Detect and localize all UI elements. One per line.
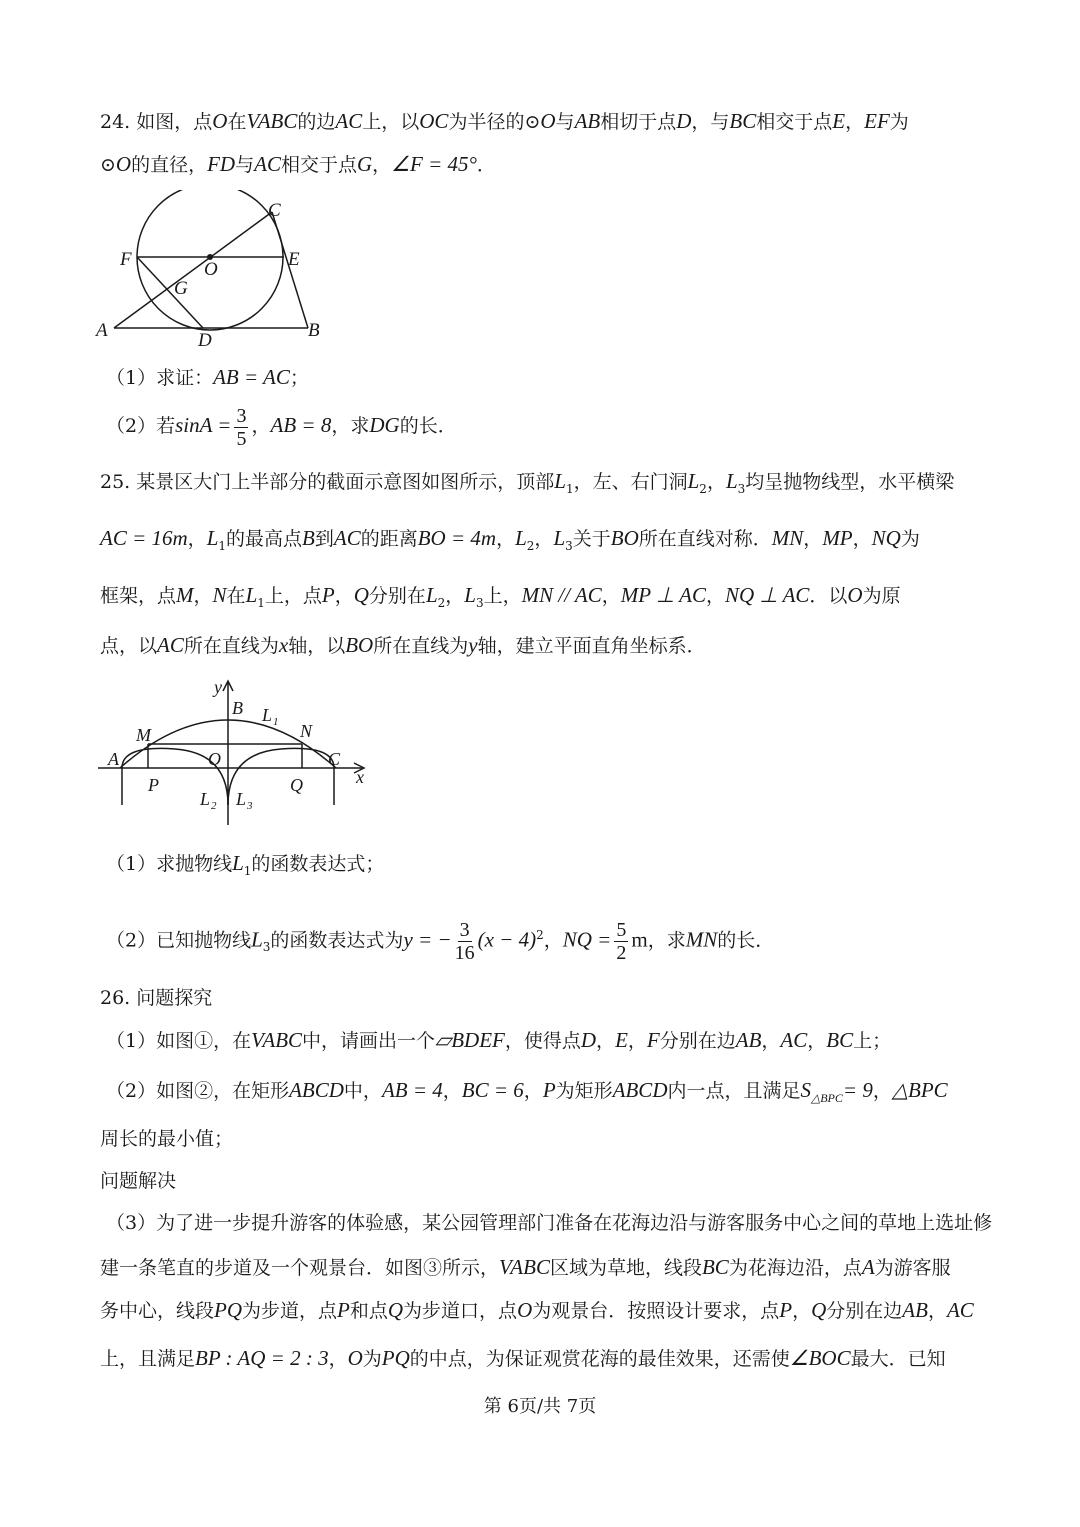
q24-label-F: F xyxy=(120,249,132,270)
q24-stem-line-1: 24. 如图，点O在VABC的边AC上，以OC为半径的⊙O与AB相切于点D，与BC相交于点E，EF为 xyxy=(100,109,909,133)
q25-label-M: M xyxy=(136,725,151,745)
q26-part-3-line-1: （3）为了进一步提升游客的体验感，某公园管理部门准备在花海边沿与游客服务中心之间的草地上选址修 xyxy=(106,1212,993,1234)
q24-label-G: G xyxy=(174,278,188,299)
q24-circle-figure xyxy=(90,190,340,350)
q26-title: 26. 问题探究 xyxy=(100,987,213,1009)
q25-label-Q: Q xyxy=(290,775,303,795)
q26-part-2-line-2: 周长的最小值； xyxy=(100,1128,234,1150)
page-footer: 第 6页/共 7页 xyxy=(483,1396,597,1417)
q24-stem-line-2: ⊙O的直径，FD与AC相交于点G，∠F = 45°． xyxy=(100,152,496,176)
q25-label-x: x xyxy=(356,767,364,787)
q25-label-L2-sub: 2 xyxy=(211,800,217,812)
q25-label-A: A xyxy=(108,749,119,769)
q24-label-E: E xyxy=(288,249,300,270)
q25-parabola-figure xyxy=(90,675,380,830)
q25-label-L1-sub: 1 xyxy=(273,716,279,728)
q25-stem-line-2: AC = 16m，$L_1$的最高点B到AC的距离BO = 4m，$L_2$，$L_3$关于BO所在直线对称．MN，MP，NQ为 xyxy=(100,526,920,553)
q26-solve-title: 问题解决 xyxy=(100,1170,177,1192)
q25-label-L3-sub: 3 xyxy=(247,800,253,812)
q24-part-2: （2）若sinA = $\frac{3}{5}$ ，AB = 8，求DG的长． xyxy=(106,404,457,450)
q25-part-1: （1）求抛物线$L_1$的函数表达式； xyxy=(106,851,385,878)
q24-label-A: A xyxy=(96,320,108,341)
q25-stem-line-1: 25. 某景区大门上半部分的截面示意图如图所示，顶部$L_1$，左、右门洞$L_2$，$L_3$均呈抛物线型，水平横梁 xyxy=(100,469,955,496)
q25-label-L3: L xyxy=(236,789,247,809)
q24-label-O: O xyxy=(204,259,218,280)
q24-label-C: C xyxy=(268,200,281,221)
q26-part-2: （2）如图②，在矩形ABCD中，AB = 4，BC = 6，P为矩形ABCD内一点，且满足$S_{\triangle BPC}= 9$，△BPC xyxy=(106,1078,948,1105)
q25-stem-line-4: 点，以AC所在直线为x轴，以BO所在直线为y轴，建立平面直角坐标系． xyxy=(100,633,706,657)
q25-label-L2: L xyxy=(200,789,211,809)
q25-label-O: O xyxy=(208,749,221,769)
q25-stem-line-3: 框架，点M，N在$L_1$上，点P，Q分别在$L_2$，$L_3$上，MN // AC，MP ⊥ AC，NQ ⊥ AC．以O为原 xyxy=(100,583,901,610)
q25-label-L1: L xyxy=(262,705,273,725)
q25-label-N: N xyxy=(300,721,313,741)
q24-label-D: D xyxy=(198,330,212,350)
q25-part-2: （2）已知抛物线$L_3$的函数表达式为y = − $\frac{3}{16}$ $(x - 4)^2$，NQ = $\frac{5}{2}$ m，求MN的长． xyxy=(106,918,775,964)
q25-label-C: C xyxy=(328,749,341,769)
q26-part-3-line-2: 建一条笔直的步道及一个观景台．如图③所示，VABC区域为草地，线段BC为花海边沿，点A为游客服 xyxy=(100,1255,951,1279)
q25-label-y: y xyxy=(214,677,222,697)
q26-part-3-line-3: 务中心，线段PQ为步道，点P和点Q为步道口，点O为观景台．按照设计要求，点P，Q分别在边AB，AC xyxy=(100,1298,974,1322)
q25-label-P: P xyxy=(148,775,159,795)
q24-part-1: （1）求证：AB = AC； xyxy=(106,365,309,389)
q24-label-B: B xyxy=(308,320,320,341)
q26-part-1: （1）如图①，在VABC中，请画出一个▱BDEF，使得点D，E，F分别在边AB，AC，BC上； xyxy=(106,1028,892,1052)
q25-label-B: B xyxy=(232,698,243,718)
q26-part-3-line-4: 上，且满足BP : AQ = 2 : 3，O为PQ的中点，为保证观赏花海的最佳效果，还需使∠BOC最大．已知 xyxy=(100,1346,946,1370)
